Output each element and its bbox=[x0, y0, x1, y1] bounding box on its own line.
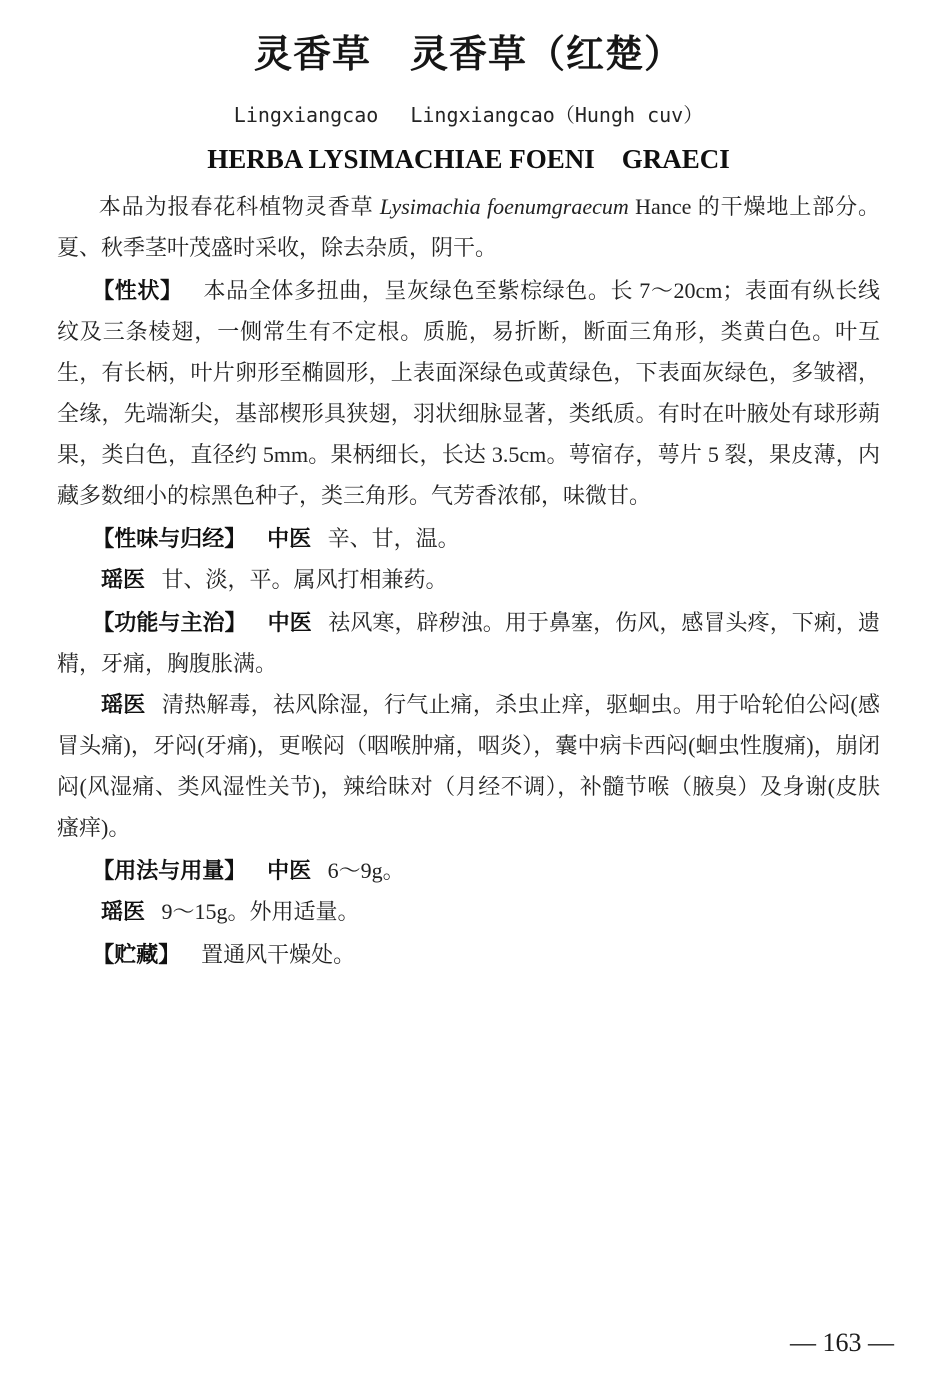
latin-binomial: Lysimachia foenumgraecum bbox=[379, 194, 629, 219]
yaoyi-text-gongneng: 清热解毒，祛风除湿，行气止痛，杀虫止痒，驱蛔虫。用于哈轮伯公闷(感冒头痛)，牙闷(牙痛)，更喉闷（咽喉肿痛，咽炎），囊中病卡西闷(蛔虫性腹痛)，崩闭闷(风湿痛、类风湿性关节)，辣给昧对（月经不调），补髓节喉（腋臭）及身谢(皮肤瘙痒)。 bbox=[57, 692, 880, 840]
section-label-yongfa: 【用法与用量】 bbox=[92, 858, 247, 883]
section-label-gongneng: 【功能与主治】 bbox=[92, 610, 247, 635]
section-xingwei-zhongyi bbox=[57, 518, 880, 559]
zhongyi-text-yongfa: 6～9g。 bbox=[327, 858, 405, 883]
page-number: — 163 — bbox=[790, 1328, 894, 1357]
section-gongneng-zhongyi bbox=[57, 602, 880, 684]
yaoyi-label: 瑶医 bbox=[101, 899, 146, 924]
yaoyi-text-xingwei: 甘、淡，平。属风打相兼药。 bbox=[161, 567, 448, 592]
intro-text-before: 本品为报春花科植物灵香草 bbox=[98, 194, 380, 219]
section-text-zhucang: 置通风干燥处。 bbox=[201, 942, 356, 967]
section-label-xingzhuang: 【性状】 bbox=[92, 278, 183, 303]
section-xingzhuang bbox=[57, 270, 880, 516]
zhongyi-label: 中医 bbox=[267, 610, 312, 635]
section-text-xingzhuang: 本品全体多扭曲，呈灰绿色至紫棕绿色。长 7～20cm；表面有纵长线纹及三条棱翅，一侧常生有不定根。质脆，易折断，断面三角形，类黄白色。叶互生，有长柄，叶片卵形至椭圆形，上表面深绿色或黄绿色，下表面灰绿色，多皱褶，全缘，先端渐尖，基部楔形具狭翅，羽状细脉显著，类纸质。有时在叶腋处有球形蒴果，类白色，直径约 5mm。果柄细长，长达 3.5cm。萼宿存，萼片 5 裂，果皮薄，内藏多数细小的棕黑色种子，类三角形。气芳香浓郁，味微甘。 bbox=[57, 278, 880, 508]
zhongyi-text-xingwei: 辛、甘，温。 bbox=[327, 526, 460, 551]
section-yongfa-zhongyi bbox=[57, 850, 880, 891]
section-xingwei-yaoyi bbox=[57, 559, 880, 600]
zhongyi-label: 中医 bbox=[267, 526, 312, 551]
yaoyi-text-yongfa: 9～15g。外用适量。 bbox=[161, 899, 360, 924]
latin-title: HERBA LYSIMACHIAE FOENI GRAECI bbox=[207, 144, 730, 174]
latin-author: Hance bbox=[628, 194, 698, 219]
intro-text-after: 的干燥地上部分。夏、秋季茎叶茂盛时采收，除去杂质，阴干。 bbox=[57, 194, 880, 260]
section-label-zhucang: 【贮藏】 bbox=[92, 942, 181, 967]
pinyin-title: Lingxiangcao Lingxiangcao（Hungh cuv） bbox=[233, 103, 704, 127]
section-zhucang bbox=[57, 934, 880, 975]
section-gongneng-yaoyi bbox=[57, 684, 880, 848]
section-label-xingwei: 【性味与归经】 bbox=[92, 526, 247, 551]
yaoyi-label: 瑶医 bbox=[101, 692, 146, 717]
section-yongfa-yaoyi bbox=[57, 891, 880, 932]
intro-paragraph bbox=[57, 186, 880, 268]
page-title: 灵香草 灵香草（红楚） bbox=[253, 34, 683, 76]
yaoyi-label: 瑶医 bbox=[101, 567, 146, 592]
zhongyi-text-gongneng: 祛风寒，辟秽浊。用于鼻塞，伤风，感冒头疼，下痢，遗精，牙痛，胸腹胀满。 bbox=[57, 610, 880, 676]
zhongyi-label: 中医 bbox=[267, 858, 312, 883]
document-page bbox=[0, 34, 927, 975]
